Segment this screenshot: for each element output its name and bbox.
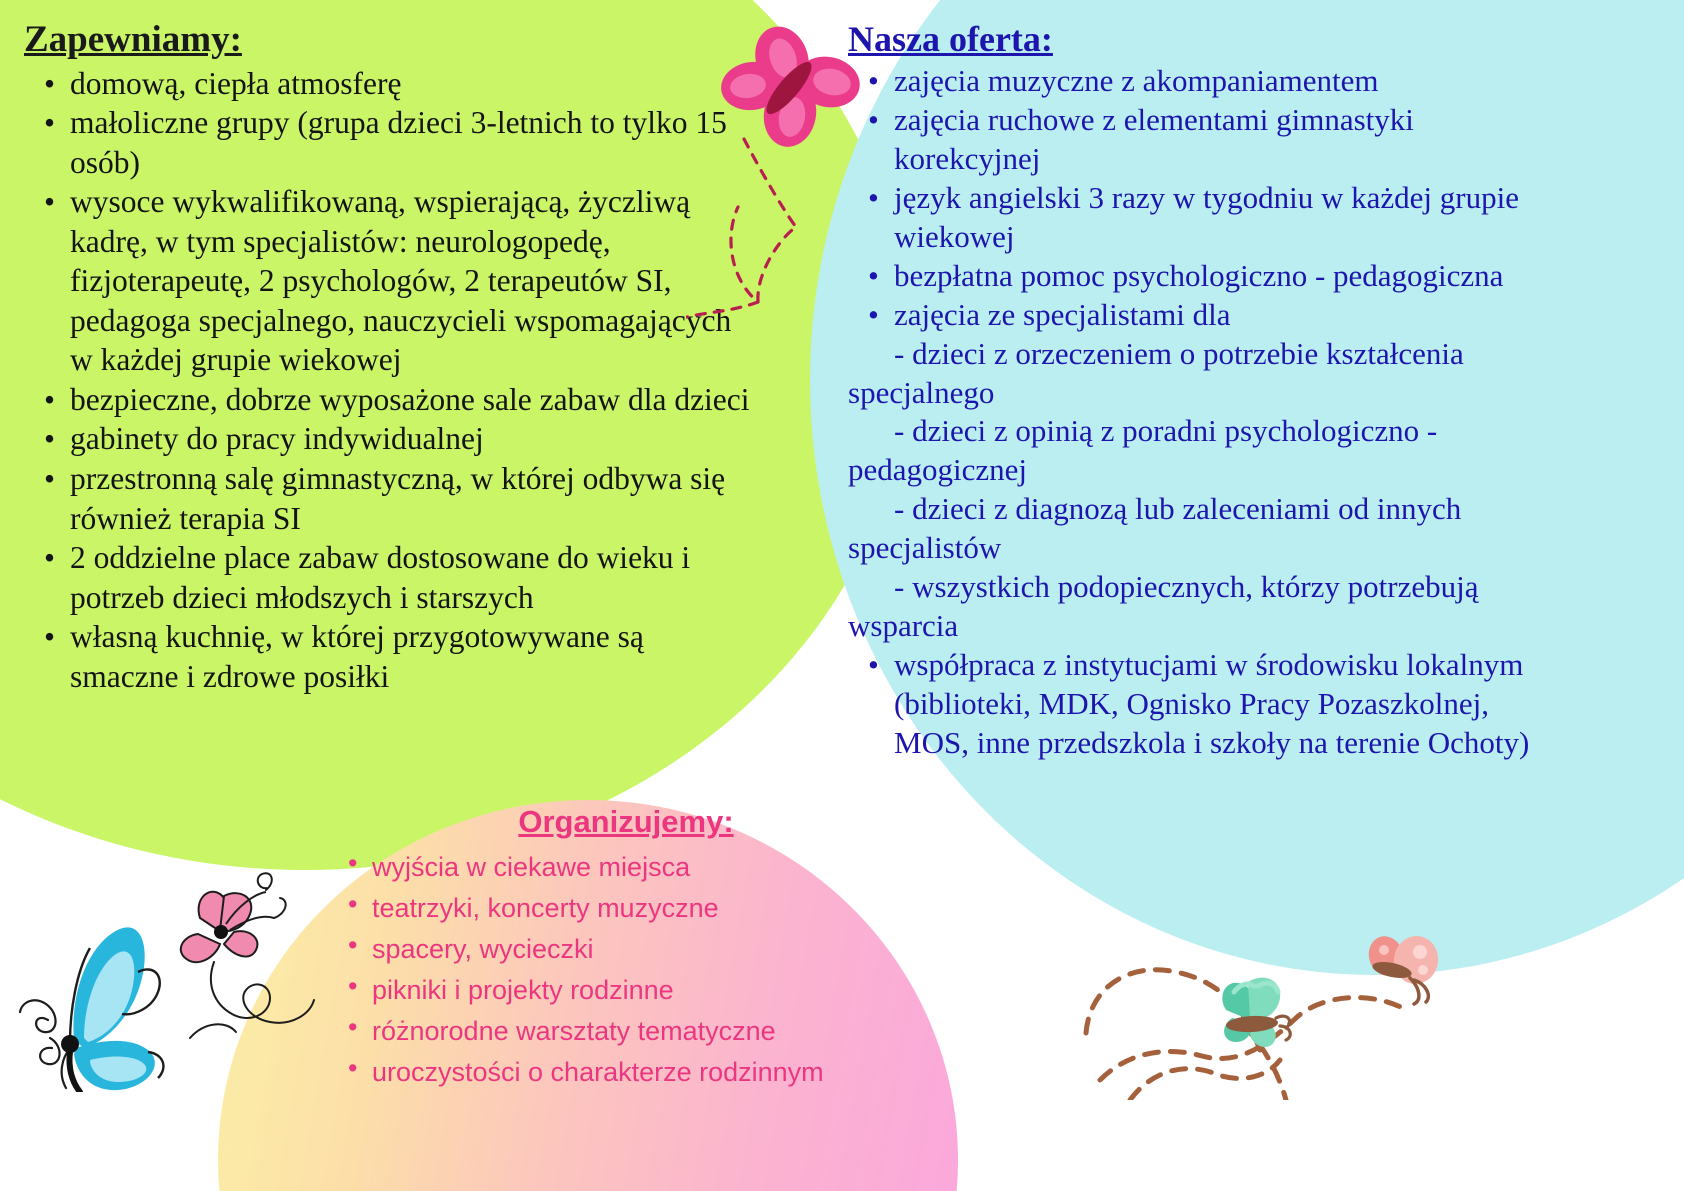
bullet-icon: • xyxy=(44,421,56,457)
bullet-icon: • xyxy=(348,970,358,1001)
list-item-text: zajęcia ze specjalistami dla xyxy=(894,296,1231,332)
bullet-icon: • xyxy=(868,180,879,216)
section-organizujemy xyxy=(336,804,916,1093)
bullet-icon: • xyxy=(348,888,358,919)
list-item-text: zajęcia ruchowe z elementami gimnastyki korekcyjnej xyxy=(894,102,1414,177)
brown-trail-butterflies xyxy=(980,900,1450,1100)
bullet-icon: • xyxy=(868,102,879,138)
bullet-icon: • xyxy=(868,63,879,99)
organizujemy-heading: Organizujemy: xyxy=(518,804,734,839)
list-item-text: współpraca z instytucjami w środowisku lokalnym (biblioteki, MDK, Ognisko Pracy Pozaszkolnej, MOS, inne przedszkola i szkoły na terenie Ochoty) xyxy=(894,646,1530,760)
blue-butterfly-wings xyxy=(61,927,163,1092)
bullet-icon: • xyxy=(868,646,879,682)
list-item xyxy=(24,538,754,617)
salmon-butterfly-icon xyxy=(1364,932,1442,1004)
list-item xyxy=(24,64,754,104)
section-zapewniamy xyxy=(24,18,754,696)
bullet-icon: • xyxy=(348,847,358,878)
list-item-text: uroczystości o charakterze rodzinnym xyxy=(372,1056,824,1087)
list-item-text: bezpłatna pomoc psychologiczno - pedagogiczna xyxy=(894,257,1504,293)
list-subline: - dzieci z diagnozą lub zaleceniami od innych specjalistów xyxy=(848,491,1462,566)
list-item xyxy=(24,182,754,380)
nasza-oferta-heading: Nasza oferta: xyxy=(848,19,1053,59)
list-item-text: gabinety do pracy indywidualnej xyxy=(70,421,484,457)
bullet-icon: • xyxy=(348,1011,358,1042)
teal-butterfly-icon xyxy=(1222,978,1290,1047)
list-item-text: wyjścia w ciekawe miejsca xyxy=(372,851,691,882)
list-item xyxy=(848,257,1548,296)
bullet-icon: • xyxy=(44,460,56,496)
zapewniamy-list xyxy=(24,64,754,697)
bullet-icon: • xyxy=(868,257,879,293)
list-item xyxy=(848,179,1548,257)
bullet-icon: • xyxy=(44,381,56,417)
list-item xyxy=(24,380,754,420)
list-item-text: różnorodne warsztaty tematyczne xyxy=(372,1015,776,1046)
section-nasza-oferta xyxy=(848,18,1548,763)
list-item-text: język angielski 3 razy w tygodniu w każdej grupie wiekowej xyxy=(894,180,1519,255)
list-item-text: spacery, wycieczki xyxy=(372,933,594,964)
list-item xyxy=(336,847,916,888)
bullet-icon: • xyxy=(44,619,56,655)
list-item xyxy=(336,1052,916,1093)
list-item xyxy=(336,1011,916,1052)
pink-outline-butterfly-icon xyxy=(181,873,314,1038)
list-subline: - wszystkich podopiecznych, którzy potrzebują wsparcia xyxy=(848,569,1479,643)
list-item xyxy=(24,103,754,182)
bullet-icon: • xyxy=(348,1052,358,1083)
list-item xyxy=(848,62,1548,101)
list-item xyxy=(336,970,916,1011)
pink-butterfly-icon xyxy=(686,22,876,322)
list-item-text: bezpieczne, dobrze wyposażone sale zabaw dla dzieci xyxy=(70,381,750,417)
list-item-text: domową, ciepła atmosferę xyxy=(70,65,402,101)
list-item xyxy=(848,101,1548,179)
list-item xyxy=(24,419,754,459)
bullet-icon: • xyxy=(44,65,56,101)
list-item-text: teatrzyki, koncerty muzyczne xyxy=(372,892,719,923)
list-item-text: małoliczne grupy (grupa dzieci 3-letnich to tylko 15 osób) xyxy=(70,105,727,180)
list-item-text: pikniki i projekty rodzinne xyxy=(372,974,674,1005)
list-item-text: wysoce wykwalifikowaną, wspierającą, życzliwą kadrę, w tym specjalistów: neurologopedę, fizjoterapeutę, 2 psychologów, 2 terapeutów SI, pedagoga specjalnego, nauczycieli wspomagających w każdej grupie wiekowej xyxy=(70,184,732,378)
bullet-icon: • xyxy=(44,184,56,220)
zapewniamy-heading: Zapewniamy: xyxy=(24,19,242,60)
bullet-icon: • xyxy=(44,540,56,576)
list-item xyxy=(848,296,1548,646)
list-item xyxy=(24,459,754,538)
list-item xyxy=(336,888,916,929)
list-item-text: przestronną salę gimnastyczną, w której odbywa się również terapia SI xyxy=(70,460,726,536)
list-item xyxy=(848,646,1548,763)
nasza-oferta-list xyxy=(848,62,1548,762)
blue-butterfly-icon xyxy=(18,852,318,1092)
bullet-icon: • xyxy=(348,929,358,960)
bullet-icon: • xyxy=(44,105,56,141)
list-item-text: 2 oddzielne place zabaw dostosowane do wieku i potrzeb dzieci młodszych i starszych xyxy=(70,540,691,615)
list-item-text: zajęcia muzyczne z akompaniamentem xyxy=(894,63,1379,99)
organizujemy-list xyxy=(336,847,916,1093)
list-subline: - dzieci z opinią z poradni psychologiczno - pedagogicznej xyxy=(848,413,1438,488)
bullet-icon: • xyxy=(868,296,879,332)
list-item xyxy=(24,617,754,696)
list-subline: - dzieci z orzeczeniem o potrzebie kształcenia specjalnego xyxy=(848,335,1464,410)
list-item xyxy=(336,929,916,970)
list-item-text: własną kuchnię, w której przygotowywane są smaczne i zdrowe posiłki xyxy=(70,619,644,694)
